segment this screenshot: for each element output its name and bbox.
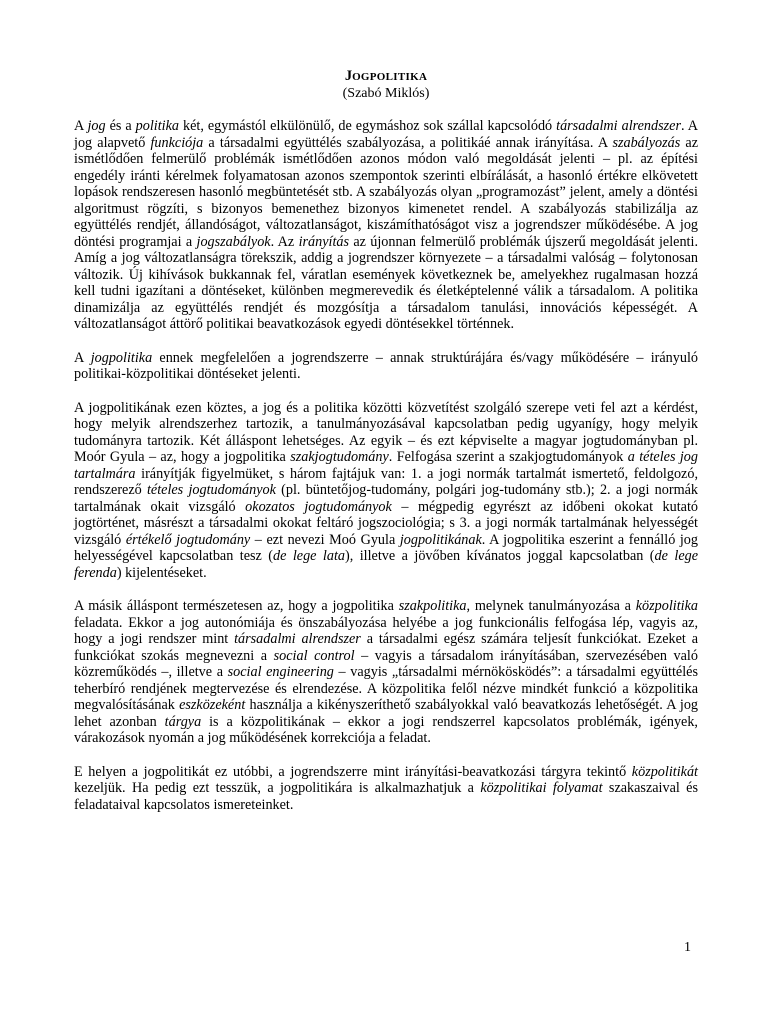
text-run: ), illetve a jövőben kívánatos joggal kapcsolatban ( (345, 548, 655, 564)
italic-term: szabályozás (612, 134, 681, 151)
italic-term: social engineering (227, 664, 334, 680)
text-run: A (74, 349, 91, 366)
text-run: (pl. büntetőjog-tudomány, polgári jog-tudomány stb.); 2. a jogi normák tartalmának okait vizsgáló (74, 482, 698, 515)
text-run: . A jog alapvető (74, 118, 698, 151)
italic-term: de lege ferenda (74, 548, 699, 581)
text-run: – mégpedig egyrészt az időbeni okokat kutató jogtörténet, másrészt a társadalmi okokat feltáró jogszociológia; s 3. a jogi normák tartalmának helyességét vizsgáló (74, 498, 698, 548)
body-paragraph (74, 118, 698, 333)
body-paragraph (74, 350, 698, 383)
italic-term: eszközeként (179, 697, 246, 713)
document-author: (Szabó Miklós) (342, 85, 430, 101)
text-run: – vagyis „társadalmi mérnökösködés”: a társadalmi együttélés teherbíró rendjének megtervezése és elrendezése. A közpolitika felől nézve mindkét funkció a közpolitika megvalósításának (74, 664, 698, 713)
text-run: E helyen a jogpolitikát ez utóbbi, a jogrendszerre mint irányítási-beavatkozási tárgyra tekintő (74, 763, 632, 780)
italic-term: okozatos jogtudományok (245, 498, 392, 515)
document-body (74, 68, 698, 830)
text-run: A másik álláspont természetesen az, hogy a jogpolitika (74, 598, 399, 614)
text-run: ) kijelentéseket. (116, 564, 207, 581)
text-run: és a (105, 118, 136, 134)
italic-term: közpolitika (635, 598, 698, 614)
body-paragraph (74, 400, 698, 582)
text-run: A jogpolitikának ezen köztes, a jog és a politika közötti közvetítést szolgáló szerepe veti fel azt a kérdést, hogy melyik alrendszerhez tartozik, a tanulmányozásával kapcsolatban pedig ugyanígy, hogy melyik tudományra tartozik. Két álláspont lehetséges. Az egyik – és ezt képviselte a magyar jogtudományban pl. Moór Gyula – az, hogy a jogpolitika (74, 399, 698, 465)
document-title (74, 68, 698, 86)
body-paragraph (74, 598, 698, 747)
body-paragraph (74, 764, 698, 814)
title-first-letter: J (344, 68, 353, 84)
title-rest: OGPOLITIKA (352, 71, 428, 83)
text-run: . A jogpolitika eszerint a fennálló jog helyességével kapcsolatban tesz ( (74, 531, 698, 564)
text-run: irányítják figyelmüket, s három fajtájuk van: 1. a jogi normák tartalmát ismertető, feldolgozó, rendszerező (74, 465, 698, 498)
italic-term: szakjogtudomány (290, 449, 389, 465)
italic-term: tárgya (164, 713, 202, 730)
text-run: szakaszaival és feladataival kapcsolatos ismereteinket. (74, 780, 698, 813)
text-run: az ismétlődően felmerülő problémák ismétlődően azonos módon való megoldását jelenti – pl. az építési engedély iránti kérelmek folyamatosan azonos szempontok szerinti elbírálását, a hasonló értékre elkövetett lopások rendszeresen hasonló megbüntetését stb. A szabályozás olyan „programozást” jelent, amely a döntési algoritmust rögzíti, s bizonyos bemenethez bizonyos kimenetet rendel. A szabályozás stabilizálja az együttélés rendjét, állandóságot, változatlanságot, kiszámíthatóságot visz a jogrendszer működésébe. A jog döntési programjai a (74, 134, 698, 250)
italic-term: funkciója (150, 134, 204, 151)
italic-term: társadalmi alrendszer (234, 631, 361, 647)
text-run: a társadalmi egész számára teljesít funkciókat. Ezeket a funkciókat szokás megnevezni a (74, 631, 699, 664)
italic-term: társadalmi alrendszer (556, 118, 681, 134)
text-run: is a közpolitikának – ekkor a jogi rendszerrel kapcsolatos problémák, igények, várakozások nyomán a jog működésének korrekciója a feladat. (74, 713, 698, 746)
text-run: használja a kikényszeríthető szabályokkal való beavatkozás lehetőségét. A jog lehet azonban (74, 697, 699, 730)
text-run: feladata. Ekkor a jog autonómiája és önszabályozása helyébe a jog funkcionális felfogása lép, vagyis az, hogy a jogi rendszer mint (74, 614, 698, 647)
text-run: kezeljük. Ha pedig ezt tesszük, a jogpolitikára is alkalmazhatjuk a (74, 780, 481, 796)
text-run: ennek megfelelően a jogrendszerre – annak struktúrájára és/vagy működésére – irányuló politikai-közpolitikai döntéseket jelenti. (74, 349, 698, 382)
italic-term: jog (87, 118, 106, 134)
text-run: – vagyis a társadalom irányításában, szervezésében való közreműködés –, illetve a (74, 647, 698, 680)
text-run: az újonnan felmerülő problémák újszerű megoldását jelenti. Amíg a jog változatlanságra törekszik, addig a jogrendszer környezete – a társadalmi valóság – folytonosan változik. Új kihívások bukkannak fel, váratlan események következnek be, amelyekhez rugalmasan hozzá kell tudni igazítani a döntéseket, különben megmerevedik és életképtelenné válik a társadalom. A politika dinamizálja az együttélés rendjét és mozgósítja a társadalom tanulási, innovációs képességét. A változatlanságot áttörő politikai beavatkozások egyedi döntésekkel történnek. (74, 233, 698, 332)
italic-term: a tételes jog tartalmára (74, 449, 698, 482)
page-number: 1 (684, 940, 691, 955)
italic-term: közpolitikai folyamat (480, 780, 603, 796)
italic-term: tételes jogtudományok (146, 482, 276, 498)
italic-term: értékelő jogtudomány (125, 531, 251, 548)
italic-term: jogszabályok (196, 233, 271, 250)
text-run: , melynek tanulmányozása a (466, 598, 636, 614)
italic-term: közpolitikát (631, 763, 698, 780)
paragraph-list (74, 118, 698, 813)
text-run: A (74, 118, 88, 134)
text-run: – ezt nevezi Moó Gyula (250, 531, 400, 548)
italic-term: irányítás (298, 233, 350, 250)
italic-term: jogpolitika (90, 349, 153, 366)
text-run: . Az (270, 233, 299, 250)
italic-term: politika (135, 118, 180, 134)
italic-term: social control (273, 647, 355, 664)
text-run: két, egymástól elkülönülő, de egymáshoz sok szállal kapcsolódó (179, 118, 557, 134)
italic-term: szakpolitika (398, 598, 467, 614)
italic-term: de lege lata (273, 548, 345, 564)
text-run: a társadalmi együttélés szabályozása, a politikáé annak irányítása. A (203, 134, 613, 151)
italic-term: jogpolitikának (399, 531, 482, 548)
text-run: . Felfogása szerint a szakjogtudományok (388, 449, 628, 465)
